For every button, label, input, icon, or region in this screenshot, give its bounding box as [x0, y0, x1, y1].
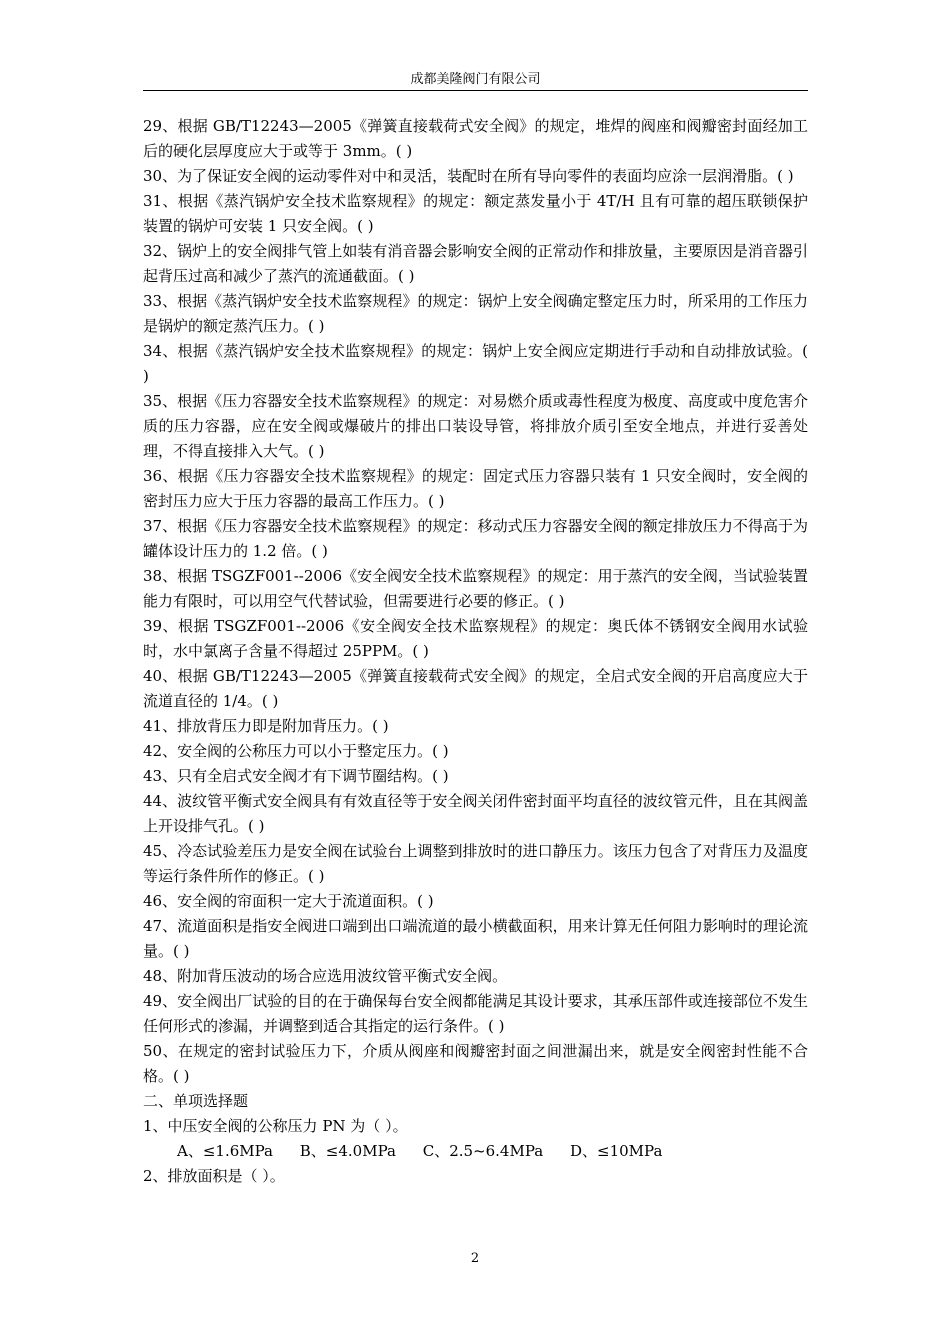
option-c: C、2.5~6.4MPa [422, 1142, 544, 1160]
question-36: 36、根据《压力容器安全技术监察规程》的规定：固定式压力容器只装有 1 只安全阀时，安全阀的密封压力应大于压力容器的最高工作压力。( ) [143, 467, 808, 510]
question-41: 41、排放背压力即是附加背压力。( ) [143, 717, 389, 735]
question-39: 39、根据 TSGZF001--2006《安全阀安全技术监察规程》的规定：奥氏体不锈钢安全阀用水试验时，水中氯离子含量不得超过 25PPM。( ) [143, 617, 808, 660]
option-a: A、≤1.6MPa [177, 1142, 273, 1160]
question-42: 42、安全阀的公称压力可以小于整定压力。( ) [143, 742, 449, 760]
choice-question-1: 1、中压安全阀的公称压力 PN 为（ ）。 [143, 1117, 408, 1135]
choice-question-2: 2、排放面积是（ ）。 [143, 1167, 285, 1185]
question-43: 43、只有全启式安全阀才有下调节圈结构。( ) [143, 767, 449, 785]
question-35: 35、根据《压力容器安全技术监察规程》的规定：对易燃介质或毒性程度为极度、高度或中度危害介质的压力容器，应在安全阀或爆破片的排出口装设导管，将排放介质引至安全地点，并进行妥善处理，不得直接排入大气。( ) [143, 392, 808, 460]
question-40: 40、根据 GB/T12243—2005《弹簧直接载荷式安全阀》的规定，全启式安全阀的开启高度应大于流道直径的 1/4。( ) [143, 667, 808, 710]
question-48: 48、附加背压波动的场合应选用波纹管平衡式安全阀。 [143, 967, 508, 985]
question-38: 38、根据 TSGZF001--2006《安全阀安全技术监察规程》的规定：用于蒸汽的安全阀，当试验装置能力有限时，可以用空气代替试验，但需要进行必要的修正。( ) [143, 567, 808, 610]
question-30: 30、为了保证安全阀的运动零件对中和灵活，装配时在所有导向零件的表面均应涂一层润滑脂。( ) [143, 167, 794, 185]
question-34: 34、根据《蒸汽锅炉安全技术监察规程》的规定：锅炉上安全阀应定期进行手动和自动排放试验。( ) [143, 342, 808, 385]
question-44: 44、波纹管平衡式安全阀具有有效直径等于安全阀关闭件密封面平均直径的波纹管元件，且在其阀盖上开设排气孔。( ) [143, 792, 808, 835]
question-45: 45、冷态试验差压力是安全阀在试验台上调整到排放时的进口静压力。该压力包含了对背压力及温度等运行条件所作的修正。( ) [143, 842, 808, 885]
question-31: 31、根据《蒸汽锅炉安全技术监察规程》的规定：额定蒸发量小于 4T/H 且有可靠的超压联锁保护装置的锅炉可安装 1 只安全阀。( ) [143, 192, 808, 235]
question-49: 49、安全阀出厂试验的目的在于确保每台安全阀都能满足其设计要求，其承压部件或连接部位不发生任何形式的渗漏，并调整到适合其指定的运行条件。( ) [143, 992, 808, 1035]
question-37: 37、根据《压力容器安全技术监察规程》的规定：移动式压力容器安全阀的额定排放压力不得高于为罐体设计压力的 1.2 倍。( ) [143, 517, 808, 560]
option-b: B、≤4.0MPa [299, 1142, 396, 1160]
page-header: 成都美隆阀门有限公司 [410, 72, 541, 87]
question-33: 33、根据《蒸汽锅炉安全技术监察规程》的规定：锅炉上安全阀确定整定压力时，所采用的工作压力是锅炉的额定蒸汽压力。( ) [143, 292, 808, 335]
question-32: 32、锅炉上的安全阀排气管上如装有消音器会影响安全阀的正常动作和排放量，主要原因是消音器引起背压过高和减少了蒸汽的流通截面。( ) [143, 242, 808, 285]
question-47: 47、流道面积是指安全阀进口端到出口端流道的最小横截面积，用来计算无任何阻力影响时的理论流量。( ) [143, 917, 808, 960]
question-50: 50、在规定的密封试验压力下，介质从阀座和阀瓣密封面之间泄漏出来，就是安全阀密封性能不合格。( ) [143, 1042, 808, 1085]
question-29: 29、根据 GB/T12243—2005《弹簧直接载荷式安全阀》的规定，堆焊的阀座和阀瓣密封面经加工后的硬化层厚度应大于或等于 3mm。( ) [143, 117, 808, 160]
page-number: 2 [470, 1251, 480, 1266]
document-body [143, 114, 808, 1189]
option-d: D、≤10MPa [569, 1142, 663, 1160]
question-46: 46、安全阀的帘面积一定大于流道面积。( ) [143, 892, 434, 910]
header-rule [143, 90, 808, 91]
choice-question-1-options [143, 1139, 808, 1164]
section-title-single-choice: 二、单项选择题 [143, 1092, 249, 1110]
